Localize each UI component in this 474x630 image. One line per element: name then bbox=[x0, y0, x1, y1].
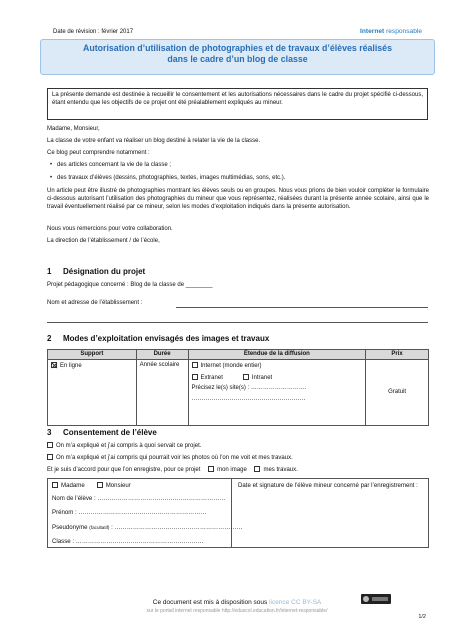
extranet-checkbox[interactable] bbox=[192, 374, 198, 380]
letter-paragraph-2: Ce blog peut comprendre notamment : bbox=[47, 150, 150, 156]
internet-checkbox[interactable] bbox=[192, 362, 198, 368]
internet-label: Internet (monde entier) bbox=[200, 363, 262, 369]
header-price: Prix bbox=[366, 350, 429, 360]
letter-paragraph-1: La classe de votre enfant va réaliser un blog destiné à relater la vie de la classe. bbox=[47, 138, 261, 144]
name-input[interactable]: ……………………………………………………… bbox=[97, 494, 226, 502]
consent-text-2: On m’a expliqué et j’ai compris qui pourrait voir les photos où l’on me voit et mes travaux. bbox=[56, 455, 293, 461]
revision-date: Date de révision : février 2017 bbox=[53, 29, 134, 35]
footer-portal[interactable]: sur le portail internet responsable http://eduscol.education.fr/internet-responsable/ bbox=[146, 608, 328, 614]
section-number: 1 bbox=[47, 267, 52, 276]
consent-text-1: On m’a expliqué et j’ai compris à quoi servait ce projet. bbox=[56, 443, 202, 449]
diffusion-cell bbox=[188, 360, 366, 426]
firstname-label: Prénom : bbox=[52, 509, 77, 517]
works-option-label: mes travaux. bbox=[263, 467, 298, 473]
letter-paragraph-4: Nous vous remercions pour votre collaboration. bbox=[47, 226, 173, 232]
pseudo-note: (facultatif) bbox=[89, 524, 110, 530]
letter-paragraph-5: La direction de l’établissement / de l’école, bbox=[47, 238, 160, 244]
student-name-field[interactable] bbox=[52, 495, 227, 503]
student-class-field[interactable] bbox=[52, 538, 227, 546]
section-1-heading bbox=[47, 267, 145, 277]
bullet-item: • des travaux d’élèves (dessins, photographies, textes, images multimédias, sons, etc.). bbox=[57, 175, 285, 183]
image-checkbox[interactable] bbox=[208, 466, 214, 472]
consent-checkbox-1[interactable] bbox=[47, 442, 53, 448]
consent-checkbox-2[interactable] bbox=[47, 454, 53, 460]
usage-table bbox=[47, 349, 429, 426]
page-number: 1/2 bbox=[418, 614, 426, 620]
madame-label: Madame bbox=[61, 482, 85, 489]
license-link[interactable]: licence CC BY-SA bbox=[269, 599, 322, 606]
brand-logo bbox=[360, 28, 422, 36]
duration-cell: Année scolaire bbox=[136, 360, 188, 426]
section-number: 2 bbox=[47, 334, 52, 343]
section-title: Consentement de l’élève bbox=[63, 428, 157, 437]
class-label: Classe : bbox=[52, 538, 75, 546]
document-title bbox=[40, 39, 435, 75]
name-label: Nom de l’élève : bbox=[52, 494, 96, 502]
student-firstname-field[interactable] bbox=[52, 509, 227, 517]
school-input-line-1[interactable] bbox=[176, 307, 428, 308]
header-duration: Durée bbox=[136, 350, 188, 360]
brand-light: responsable bbox=[384, 28, 422, 35]
project-field[interactable] bbox=[47, 282, 429, 290]
image-option-label: mon image bbox=[217, 467, 247, 473]
footer-license bbox=[0, 599, 474, 607]
bullet-item: • des articles concernant la vie de la classe ; bbox=[57, 162, 171, 170]
extranet-label: Extranet bbox=[200, 374, 223, 381]
footer-text: Ce document est mis à disposition sous bbox=[152, 599, 268, 606]
works-checkbox[interactable] bbox=[254, 466, 260, 472]
pseudo-label: Pseudonyme bbox=[52, 523, 88, 531]
pseudo-input[interactable]: ……………………………………………………… bbox=[114, 523, 243, 531]
signature-panel[interactable] bbox=[232, 479, 428, 547]
madame-checkbox[interactable] bbox=[52, 482, 58, 488]
school-input-line-2[interactable] bbox=[47, 322, 428, 323]
brand-bold: Internet bbox=[360, 28, 385, 35]
table-header-row bbox=[48, 350, 429, 360]
table-row bbox=[48, 360, 429, 426]
student-identity-panel bbox=[48, 479, 243, 547]
site-label: Précisez le(s) site(s) : bbox=[191, 385, 250, 391]
student-pseudo-field[interactable]: Pseudonyme (facultatif) : ……………………………………………………… bbox=[52, 523, 243, 531]
student-info-box bbox=[47, 478, 429, 548]
project-class-blank[interactable]: ________ bbox=[185, 282, 213, 288]
section-3-heading bbox=[47, 428, 157, 438]
consent-line-1 bbox=[47, 442, 429, 451]
class-input[interactable]: ……………………………………………………… bbox=[75, 538, 204, 546]
site-input[interactable]: ………………………. bbox=[250, 385, 307, 391]
intro-box: La présente demande est destinée à recueillir le consentement et les autorisations nécessaires dans le cadre du projet spécifié ci-dessous, étant entendu que les objectifs de ce projet ont été préalablement expliqués au mineur. bbox=[47, 88, 428, 120]
title-line-1: Autorisation d’utilisation de photographies et de travaux d’élèves réalisés bbox=[83, 43, 392, 53]
salutation: Madame, Monsieur, bbox=[47, 126, 100, 132]
signature-label: Date et signature de l’élève mineur concerné par l’enregistrement : bbox=[238, 482, 418, 489]
consent-line-2 bbox=[47, 454, 429, 463]
section-2-heading bbox=[47, 334, 269, 344]
project-label: Projet pédagogique concerné : Blog de la classe de bbox=[47, 282, 185, 288]
support-label: En ligne bbox=[60, 363, 82, 369]
intranet-checkbox[interactable] bbox=[243, 374, 249, 380]
firstname-input[interactable]: ……………………………………………………… bbox=[78, 509, 207, 517]
price-cell: Gratuit bbox=[366, 360, 429, 426]
title-line-2: dans le cadre d’un blog de classe bbox=[167, 53, 308, 64]
section-title: Modes d’exploitation envisagés des images et travaux bbox=[63, 334, 270, 343]
header-support: Support bbox=[48, 350, 137, 360]
header-diffusion: Étendue de la diffusion bbox=[188, 350, 366, 360]
monsieur-label: Monsieur bbox=[105, 482, 131, 489]
consent-line-3 bbox=[47, 466, 429, 475]
site-input-2[interactable]: ………………………………………………… bbox=[191, 395, 306, 402]
support-cell bbox=[48, 360, 137, 426]
section-number: 3 bbox=[47, 428, 52, 437]
monsieur-checkbox[interactable] bbox=[97, 482, 103, 488]
letter-paragraph-3: Un article peut être illustré de photographies montrant les élèves seuls ou en groupes. Nous vous prions de bien vouloir compléter le formulaire ci-dessous autorisant l’utilisation des photographies du mineur que vous représentez, réalisées durant la présente année scolaire, ainsi que le travail éventuellement réalisé par ce mineur, selon les modes d’exploitation indiqués dans la présente autorisation. bbox=[47, 188, 429, 210]
intranet-label: Intranet bbox=[251, 374, 273, 381]
online-checkbox[interactable] bbox=[51, 362, 57, 368]
section-title: Désignation du projet bbox=[63, 267, 146, 276]
school-label: Nom et adresse de l’établissement : bbox=[47, 300, 143, 306]
agree-label: Et je suis d’accord pour que l’on enregistre, pour ce projet bbox=[47, 467, 201, 473]
